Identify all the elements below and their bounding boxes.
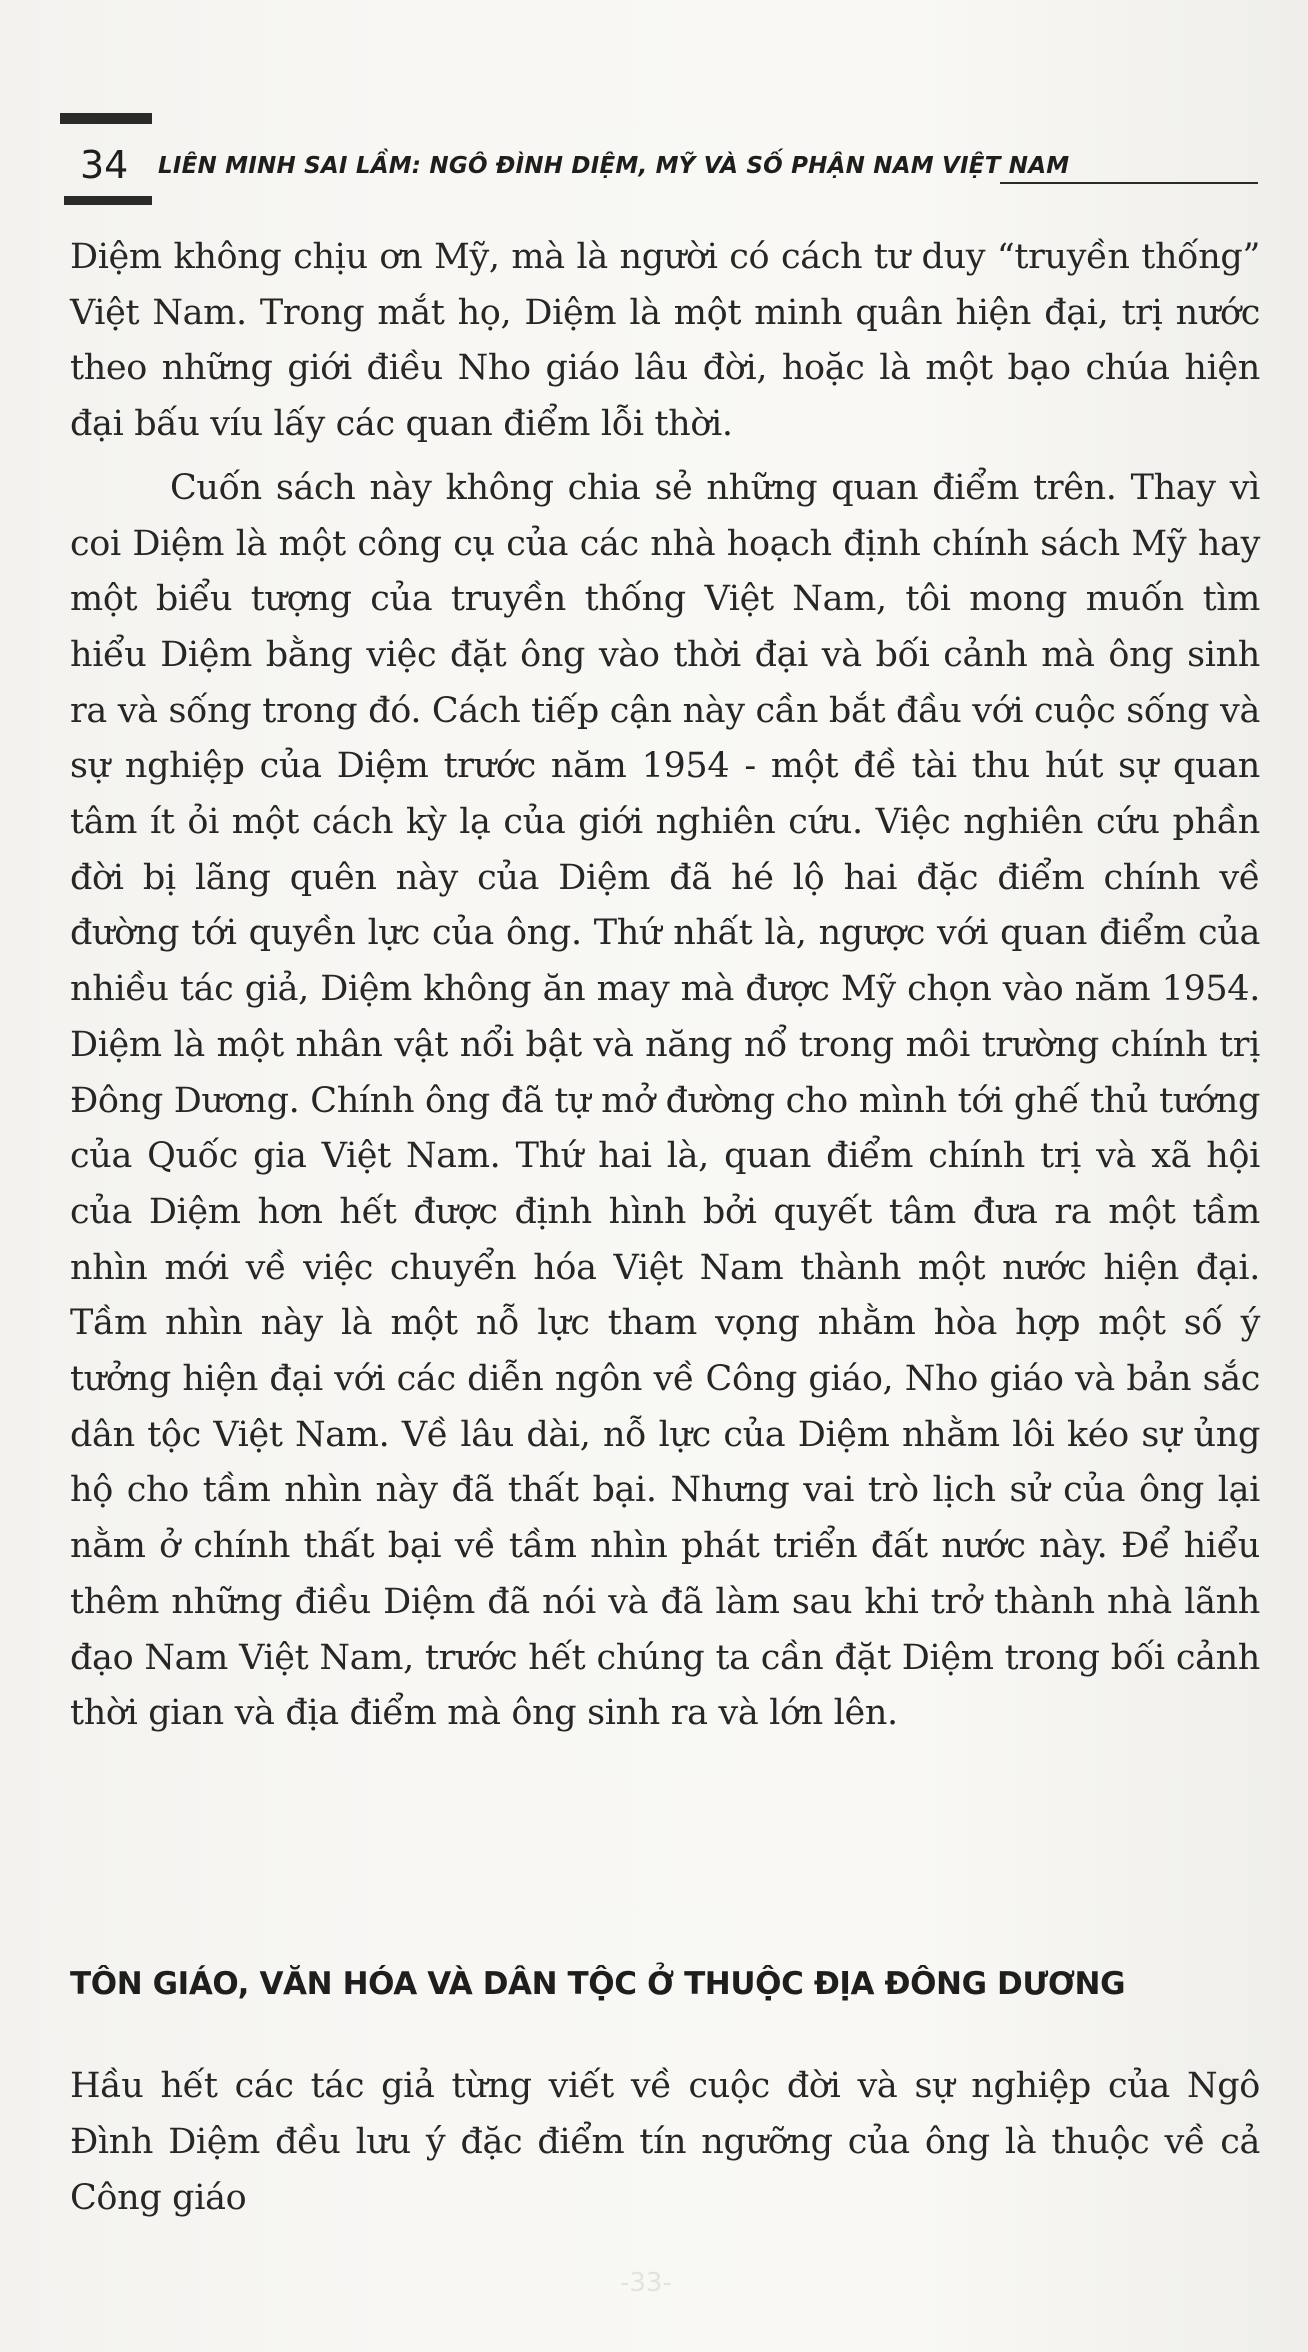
section-heading: TÔN GIÁO, VĂN HÓA VÀ DÂN TỘC Ở THUỘC ĐỊA ĐÔNG DƯƠNG bbox=[70, 1966, 1126, 2002]
paragraph: Cuốn sách này không chia sẻ những quan điểm trên. Thay vì coi Diệm là một công cụ của các nhà hoạch định chính sách Mỹ hay một biểu tượng của truyền thống Việt Nam, tôi mong muốn tìm hiểu Diệm bằng việc đặt ông vào thời đại và bối cảnh mà ông sinh ra và sống trong đó. Cách tiếp cận này cần bắt đầu với cuộc sống và sự nghiệp của Diệm trước năm 1954 - một đề tài thu hút sự quan tâm ít ỏi một cách kỳ lạ của giới nghiên cứu. Việc nghiên cứu phần đời bị lãng quên này của Diệm đã hé lộ hai đặc điểm chính về đường tới quyền lực của ông. Thứ nhất là, ngược với quan điểm của nhiều tác giả, Diệm không ăn may mà được Mỹ chọn vào năm 1954. Diệm là một nhân vật nổi bật và năng nổ trong môi trường chính trị Đông Dương. Chính ông đã tự mở đường cho mình tới ghế thủ tướng của Quốc gia Việt Nam. Thứ hai là, quan điểm chính trị và xã hội của Diệm hơn hết được định hình bởi quyết tâm đưa ra một tầm nhìn mới về việc chuyển hóa Việt Nam thành một nước hiện đại. Tầm nhìn này là một nỗ lực tham vọng nhằm hòa hợp một số ý tưởng hiện đại với các diễn ngôn về Công giáo, Nho giáo và bản sắc dân tộc Việt Nam. Về lâu dài, nỗ lực của Diệm nhằm lôi kéo sự ủng hộ cho tầm nhìn này đã thất bại. Nhưng vai trò lịch sử của ông lại nằm ở chính thất bại về tầm nhìn phát triển đất nước này. Để hiểu thêm những điều Diệm đã nói và đã làm sau khi trở thành nhà lãnh đạo Nam Việt Nam, trước hết chúng ta cần đặt Diệm trong bối cảnh thời gian và địa điểm mà ông sinh ra và lớn lên. bbox=[70, 467, 1260, 1734]
paragraph-continued: Diệm không chịu ơn Mỹ, mà là người có cách tư duy “truyền thống” Việt Nam. Trong mắt họ, Diệm là một minh quân hiện đại, trị nước theo những giới điều Nho giáo lâu đời, hoặc là một bạo chúa hiện đại bấu víu lấy các quan điểm lỗi thời. bbox=[70, 237, 1260, 445]
header-tab-bar bbox=[60, 113, 152, 124]
page-number: 34 bbox=[80, 143, 129, 187]
paragraph: Hầu hết các tác giả từng viết về cuộc đời và sự nghiệp của Ngô Đình Diệm đều lưu ý đặc điểm tín ngưỡng của ông là thuộc về cả Công giáo bbox=[70, 2066, 1260, 2218]
section-body bbox=[70, 2058, 1260, 2226]
header-tab-bar-bottom bbox=[64, 196, 152, 205]
header-rule bbox=[1000, 182, 1258, 184]
running-title: LIÊN MINH SAI LẦM: NGÔ ĐÌNH DIỆM, MỸ VÀ SỐ PHẬN NAM VIỆT NAM bbox=[158, 153, 1070, 179]
body-text bbox=[70, 230, 1260, 1742]
bleed-through-folio: -33- bbox=[620, 2268, 672, 2298]
